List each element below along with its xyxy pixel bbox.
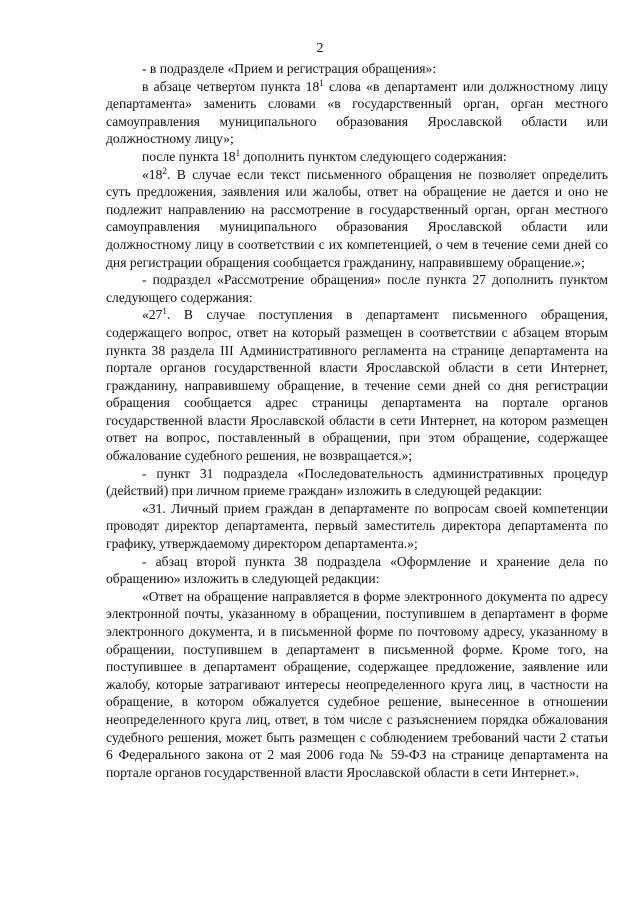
paragraph bbox=[106, 78, 608, 148]
paragraph bbox=[106, 60, 608, 78]
paragraph-text: «18 bbox=[142, 166, 163, 182]
paragraph bbox=[106, 271, 608, 306]
paragraph-text: . В случае поступления в департамент письменного обращения, содержащего вопрос, ответ на который размещен в соответствии с абзацем вторым пункта 38 раздела III Административного регламента на странице департамента на портале органов государственной власти Ярославской области в сети Интернет, гражданину, направившему обращение, в течение семи дней со дня регистрации обращения сообщается адрес страницы департамента на портале органов государственной власти Ярославской области в сети Интернет, на котором размещен ответ на вопрос, поставленный в обращении, при этом обращение, содержащее обжалование судебного решения, не возвращается.»; bbox=[106, 307, 608, 464]
paragraph bbox=[106, 148, 608, 166]
paragraph-text: - абзац второй пункта 38 подраздела «Оформление и хранение дела по обращению» изложить в следующей редакции: bbox=[106, 553, 608, 587]
paragraph-text: «Ответ на обращение направляется в форме электронного документа по адресу электронной почты, указанному в обращении, поступившем в департамент в форме электронного документа, и в письменной форме по почтовому адресу, указанному в обращении, поступившем в департамент в письменной форме. Кроме того, на поступившее в департамент обращение, содержащее предложение, заявление или жалобу, которые затрагивают интересы неопределенного круга лиц, в частности на обращение, в котором обжалуется судебное решение, вынесенное в отношении неопределенного круга лиц, ответ, в том числе с разъяснением порядка обжалования судебного решения, может быть размещен с соблюдением требований части 2 статьи 6 Федерального закона от 2 мая 2006 года № 59-ФЗ на странице департамента на портале органов государственной власти Ярославской области в сети Интернет.». bbox=[106, 588, 608, 780]
paragraph-text: дополнить пунктом следующего содержания: bbox=[240, 148, 507, 164]
superscript-index: 1 bbox=[319, 77, 324, 88]
superscript-index: 2 bbox=[162, 165, 167, 176]
paragraph-text: в абзаце четвертом пункта 18 bbox=[142, 78, 320, 94]
paragraph-text: после пункта 18 bbox=[142, 148, 236, 164]
paragraph-text: - подраздел «Рассмотрение обращения» после пункта 27 дополнить пунктом следующего содержания: bbox=[106, 272, 608, 305]
paragraph-text: «27 bbox=[142, 307, 163, 323]
paragraph-text: - пункт 31 подраздела «Последовательность административных процедур (действий) при личном приеме граждан» изложить в следующей редакции: bbox=[106, 465, 608, 499]
paragraph bbox=[106, 553, 608, 588]
paragraph bbox=[106, 588, 608, 782]
superscript-index: 1 bbox=[162, 306, 167, 317]
paragraph bbox=[106, 306, 608, 464]
superscript-index: 1 bbox=[235, 147, 241, 158]
document-body bbox=[106, 60, 608, 781]
paragraph-text: «31. Личный прием граждан в департаменте по вопросам своей компетенции проводят директор департамента, первый заместитель директора департамента по графику, утверждаемому директором департамента.»; bbox=[106, 500, 608, 552]
paragraph-text: слова «в департамент или должностному лицу департамента» заменить словами «в государственный орган, орган местного самоуправления муниципального образования Ярославской области или должностному лицу»; bbox=[106, 78, 608, 147]
paragraph bbox=[106, 465, 608, 500]
paragraph-text: - в подразделе «Прием и регистрация обращения»: bbox=[142, 61, 437, 76]
page-number: 2 bbox=[316, 41, 324, 56]
paragraph bbox=[106, 166, 608, 272]
paragraph-text: . В случае если текст письменного обращения не позволяет определить суть предложения, заявления или жалобы, ответ на обращение не дается и оно не подлежит направлению на рассмотрение в государственный орган, орган местного самоуправления муниципального образования Ярославской области или должностному лицу в соответствии с их компетенцией, о чем в течение семи дней со дня регистрации обращения сообщается гражданину, направившему обращение.»; bbox=[106, 166, 608, 270]
paragraph bbox=[106, 500, 608, 553]
